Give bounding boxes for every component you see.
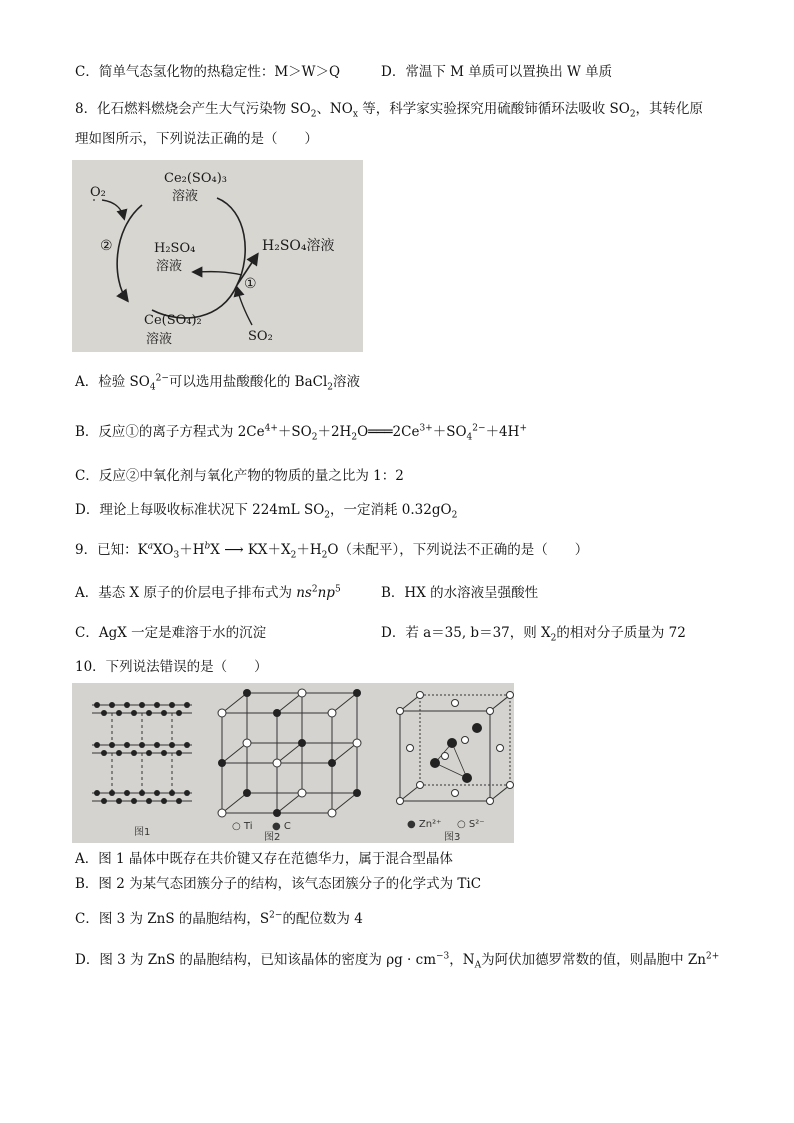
legend-ti: ○ Ti <box>232 821 253 832</box>
q10-stem: 10．下列说法错误的是（ ） <box>75 659 268 675</box>
solution-label-1: 溶液 <box>172 189 199 204</box>
ce2so43-label: Ce₂(SO₄)₃ <box>164 171 227 186</box>
tic-cluster-figure <box>222 693 357 813</box>
q8-option-a: A．检验 $SO_4^{2-}$可以选用盐酸酸化的 BaCl$_2$溶液 <box>75 373 361 393</box>
q10-option-b: B．图 2 为某气态团簇分子的结构，该气态团簇分子的化学式为 TiC <box>75 876 482 892</box>
h2so4-product-label: H₂SO₄溶液 <box>262 238 335 254</box>
reaction-1-label: ① <box>244 276 257 292</box>
q10-option-a: A．图 1 晶体中既存在共价键又存在范德华力，属于混合型晶体 <box>75 851 453 867</box>
q8-option-c: C．反应②中氧化剂与氧化产物的物质的量之比为 1：2 <box>75 468 404 484</box>
reaction-2-label: ② <box>100 238 113 254</box>
solution-label-2: 溶液 <box>156 259 183 274</box>
q9-stem: 9．已知：$K^aXO_3+H^bX$ ⟶ $KX+X_2+H_2O$（未配平），下列说法不正确的是（ ） <box>75 541 589 561</box>
legend-s: ○ S²⁻ <box>457 819 485 830</box>
h2so4-inner-label: H₂SO₄ <box>154 241 196 256</box>
solution-label-3: 溶液 <box>146 332 173 347</box>
q10-option-d: D．图 3 为 ZnS 的晶胞结构，已知该晶体的密度为 $\rho g \cdot cm^{-3}$，$N_A$为阿伏加德罗常数的值，则晶胞中 $Zn^{2+}$ <box>75 951 720 971</box>
q9-option-a: A．基态 X 原子的价层电子排布式为 $ns^2np^5$ <box>75 584 341 601</box>
q8-option-d: D．理论上每吸收标准状况下 224mL $SO_2$，一定消耗 $0.32gO_2$ <box>75 502 458 521</box>
q8-stem-line1: 8．化石燃料燃烧会产生大气污染物 $SO_2$、$NO_x$ 等，科学家实验探究用硫酸铈循环法吸收 $SO_2$，其转化原 <box>75 101 704 120</box>
q10-crystal-figures <box>72 683 514 843</box>
ceso42-label: Ce(SO₄)₂ <box>144 313 202 328</box>
q9-option-b: B．HX 的水溶液呈强酸性 <box>381 585 539 601</box>
q10-option-c: C．图 3 为 ZnS 的晶胞结构，$S^{2-}$的配位数为 4 <box>75 910 363 927</box>
o2-label: O₂ <box>90 185 106 200</box>
figure-1-caption: 图1 <box>134 827 151 838</box>
q8-stem-line2: 理如图所示，下列说法正确的是（ ） <box>75 131 318 147</box>
q9-option-d: D．若 a＝35, b＝37，则 $X_2$的相对分子质量为 72 <box>381 625 686 644</box>
figure-2-caption: 图2 <box>264 832 281 843</box>
q8-cycle-diagram <box>72 160 363 352</box>
q8-option-b: B．反应①的离子方程式为 $2Ce^{4+}+SO_2+2H_2O═══2Ce^{3+}+SO_4^{2-}+4H^+$ <box>75 423 527 443</box>
legend-c: ● C <box>272 821 291 832</box>
q7-option-c: C．简单气态氢化物的热稳定性：M＞W＞Q <box>75 64 341 80</box>
q7-option-d: D．常温下 M 单质可以置换出 W 单质 <box>381 64 613 80</box>
figure-3-caption: 图3 <box>444 832 461 843</box>
q9-option-c: C．AgX 一定是难溶于水的沉淀 <box>75 625 267 641</box>
so2-label: SO₂ <box>248 329 273 344</box>
legend-zn: ● Zn²⁺ <box>407 819 442 830</box>
